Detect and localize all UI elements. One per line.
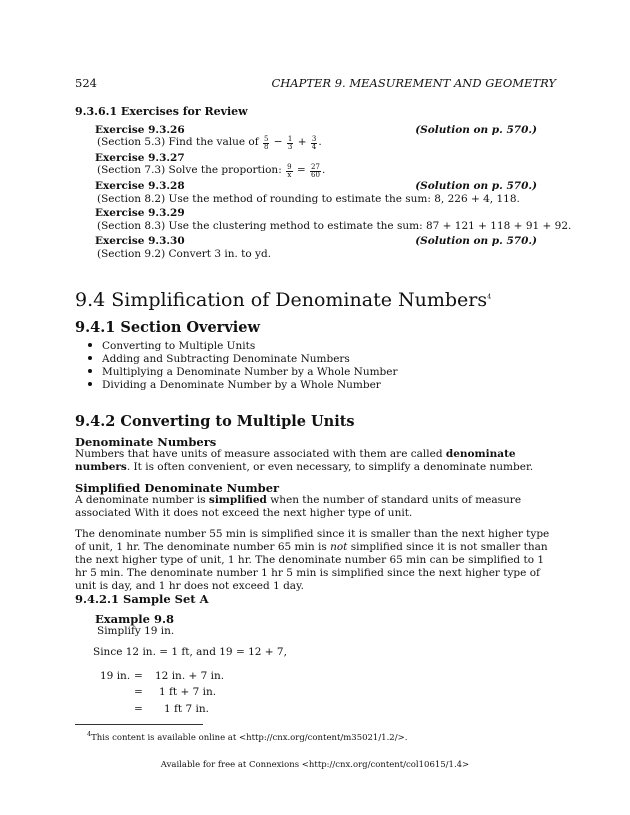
solution-link[interactable]: (Solution on p. 570.) (415, 124, 537, 136)
step-eq: = (134, 703, 143, 715)
page-number: 524 (75, 76, 97, 90)
term-bold: simplified (208, 494, 267, 506)
exercise-text: (Section 8.2) Use the method of rounding to estimate the sum: 8, 226 + 4, 118. (97, 193, 520, 205)
definition-paragraph (75, 494, 557, 520)
section-title (75, 289, 491, 311)
overview-list (88, 340, 398, 392)
denominator: x (287, 171, 292, 179)
exercise-text: (Section 9.2) Convert 3 in. to yd. (97, 248, 272, 260)
denominator: 4 (311, 143, 317, 151)
step-eq: = (134, 670, 143, 682)
plus-sign: + (294, 136, 310, 148)
text-run: Numbers that have units of measure associated with them are called (75, 448, 446, 460)
text-run: A denominate number is (75, 494, 209, 506)
overview-heading: 9.4.1 Section Overview (75, 319, 260, 336)
fraction (263, 136, 269, 151)
period: . (318, 136, 322, 148)
text-run: when the number of standard units of measure associated With it does not exceed the next higher type of unit. (75, 494, 522, 519)
definition-paragraph (75, 448, 557, 474)
list-item (88, 379, 398, 392)
list-item-label: Dividing a Denominate Number by a Whole Number (102, 379, 381, 391)
equals-sign: = (293, 164, 310, 176)
exercise-text: (Section 8.3) Use the clustering method to estimate the sum: 87 + 121 + 118 + 91 + 92. (97, 220, 572, 232)
bullet-icon (88, 343, 92, 347)
bullet-icon (88, 369, 92, 373)
list-item-label: Multiplying a Denominate Number by a Whole Number (102, 366, 398, 378)
definition-heading: Simplified Denominate Number (75, 481, 280, 495)
sample-set-heading: 9.4.2.1 Sample Set A (75, 592, 209, 606)
exercise-title: Exercise 9.3.29 (95, 207, 185, 219)
footnote-rule (75, 724, 203, 725)
list-item (88, 340, 398, 353)
section-title-text: 9.4 Simplification of Denominate Numbers (75, 289, 488, 311)
text-run: The denominate number 55 min is simplified since it is smaller than the next higher type of unit, 1 hr. The denominate number 65 min is (75, 528, 550, 553)
footnote-number: 4 (87, 730, 92, 738)
footnote-text[interactable]: This content is available online at <http://cnx.org/content/m35021/1.2/>. (91, 732, 408, 743)
converting-heading: 9.4.2 Converting to Multiple Units (75, 413, 355, 430)
denominator: 8 (263, 143, 269, 151)
emphasis: not (330, 541, 348, 553)
exercise-text (97, 164, 325, 179)
bullet-icon (88, 356, 92, 360)
bullet-icon (88, 382, 92, 386)
review-heading: 9.3.6.1 Exercises for Review (75, 105, 248, 118)
fraction (286, 164, 292, 179)
list-item (88, 353, 398, 366)
fraction (287, 136, 293, 151)
numerator: 9 (287, 163, 292, 171)
numerator: 5 (263, 135, 269, 143)
exercise-title: Exercise 9.3.30 (95, 235, 185, 247)
step-eq: = (134, 686, 143, 698)
solution-link[interactable]: (Solution on p. 570.) (415, 235, 537, 247)
numerator: 27 (311, 163, 320, 171)
period: . (321, 164, 326, 176)
example-prompt: Simplify 19 in. (97, 625, 175, 637)
exercise-prompt: (Section 5.3) Find the value of (97, 136, 262, 148)
numerator: 1 (287, 135, 293, 143)
list-item (88, 366, 398, 379)
list-item-label: Converting to Multiple Units (102, 340, 256, 352)
exercise-title: Exercise 9.3.27 (95, 152, 185, 164)
exercise-title: Exercise 9.3.28 (95, 180, 185, 192)
exercise-text (97, 136, 322, 151)
step-lhs: 19 in. (100, 670, 131, 682)
page-footer[interactable]: Available for free at Connexions <http://cnx.org/content/col10615/1.4> (160, 760, 470, 770)
solution-link[interactable]: (Solution on p. 570.) (415, 180, 537, 192)
definition-heading: Denominate Numbers (75, 435, 217, 449)
footnote (87, 730, 407, 743)
footnote-marker[interactable]: 4 (487, 292, 492, 301)
fraction (311, 136, 317, 151)
term-bold: denominate numbers (75, 448, 516, 473)
text-run: . It is often convenient, or even necessary, to simplify a denominate number. (126, 461, 534, 473)
step-rhs: 1 ft 7 in. (164, 703, 209, 715)
list-item-label: Adding and Subtracting Denominate Numbers (102, 353, 350, 365)
since-line: Since 12 in. = 1 ft, and 19 = 12 + 7, (93, 646, 287, 658)
denominator: 60 (311, 171, 320, 179)
exercise-prompt: (Section 7.3) Solve the proportion: (97, 164, 286, 176)
example-title: Example 9.8 (95, 612, 174, 626)
running-header: CHAPTER 9. MEASUREMENT AND GEOMETRY (271, 76, 556, 90)
fraction (310, 164, 321, 179)
step-rhs: 12 in. + 7 in. (155, 670, 225, 682)
denominator: 3 (287, 143, 293, 151)
minus-sign: − (270, 136, 286, 148)
step-rhs: 1 ft + 7 in. (159, 686, 217, 698)
body-paragraph (75, 528, 557, 593)
numerator: 3 (311, 135, 317, 143)
exercise-title: Exercise 9.3.26 (95, 124, 185, 136)
text-run: simplified since it is not smaller than the next higher type of unit, 1 hr. The denominate number 65 min can be simplified to 1 hr 5 min. The denominate number 1 hr 5 min is simplified since the next higher type of unit is day, and 1 hr does not exceed 1 day. (75, 541, 548, 592)
